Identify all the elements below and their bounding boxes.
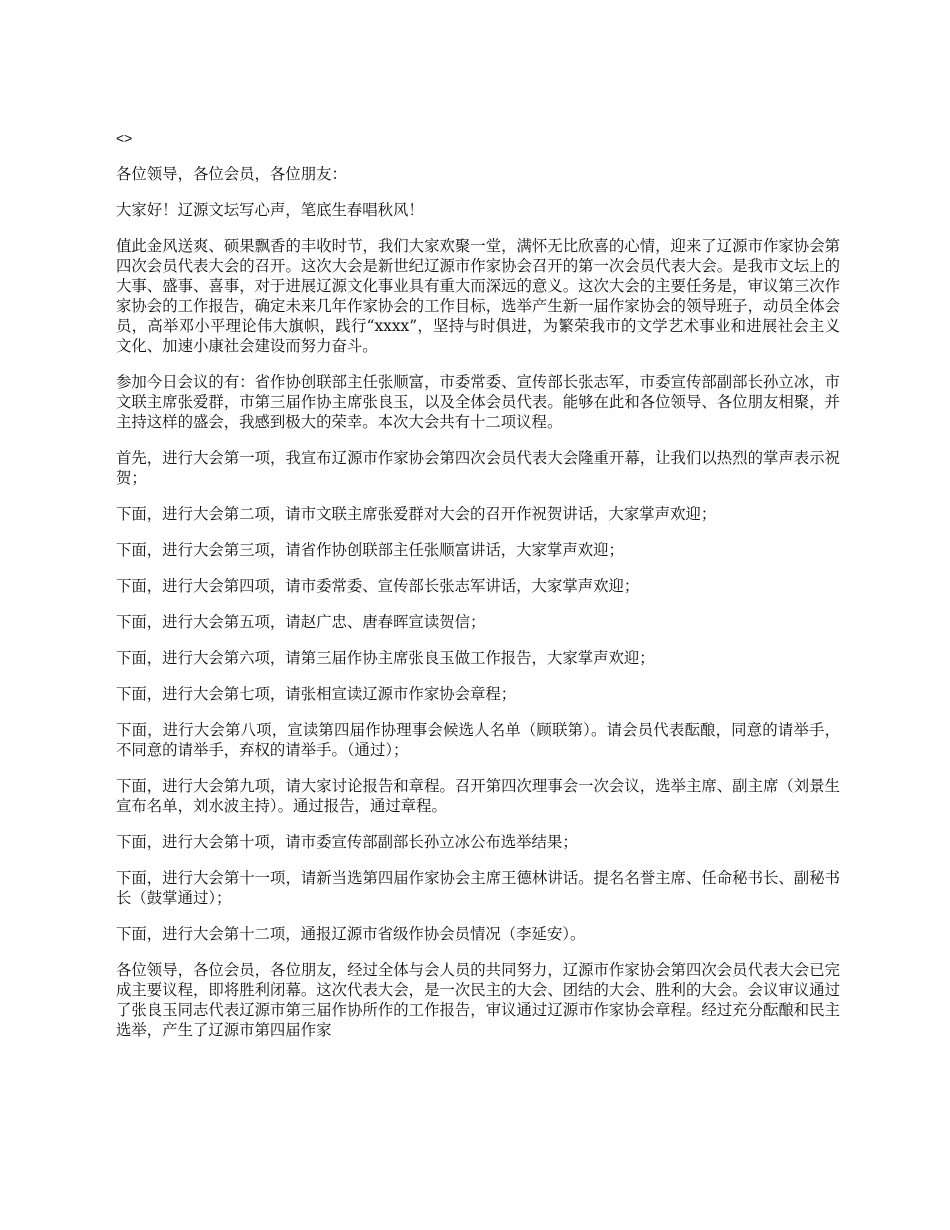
greeting: 大家好！辽源文坛写心声，笔底生春唱秋风！ (116, 201, 424, 219)
agenda-item-1: 首先，进行大会第一项，我宣布辽源市作家协会第四次会员代表大会隆重开幕，让我们以热烈的掌声表示祝贺； (116, 449, 840, 487)
agenda-item-2: 下面，进行大会第二项，请市文联主席张爱群对大会的召开作祝贺讲话，大家掌声欢迎； (116, 505, 717, 523)
closing-paragraph: 各位领导，各位会员，各位朋友，经过全体与会人员的共同努力，辽源市作家协会第四次会员代表大会已完成主要议程，即将胜利闭幕。这次代表大会，是一次民主的大会、团结的大会、胜利的大会。会议审议通过了张良玉同志代表辽源市第三届作协所作的工作报告，审议通过辽源市作家协会章程。经过充分酝酿和民主选举，产生了辽源市第四届作家 (116, 961, 840, 1039)
agenda-item-6: 下面，进行大会第六项，请第三届作协主席张良玉做工作报告，大家掌声欢迎； (116, 649, 655, 667)
agenda-item-10: 下面，进行大会第十项，请市委宣传部副部长孙立冰公布选举结果； (116, 833, 578, 851)
header-marker: <> (116, 130, 133, 146)
agenda-item-8: 下面，进行大会第八项，宣读第四届作协理事会候选人名单（顾联第）。请会员代表酝酿，同意的请举手，不同意的请举手，弃权的请举手。（通过）； (116, 721, 840, 759)
agenda-item-12: 下面，进行大会第十二项，通报辽源市省级作协会员情况（李延安）。 (116, 925, 586, 943)
opening-paragraph: 值此金风送爽、硕果飘香的丰收时节，我们大家欢聚一堂，满怀无比欣喜的心情，迎来了辽源市作家协会第四次会员代表大会的召开。这次大会是新世纪辽源市作家协会召开的第一次会员代表大会。是我市文坛上的大事、盛事、喜事，对于进展辽源文化事业具有重大而深远的意义。这次大会的主要任务是，审议第三次作家协会的工作报告，确定未来几年作家协会的工作目标，选举产生新一届作家协会的领导班子，动员全体会员，高举邓小平理论伟大旗帜，践行“xxxx”，坚持与时俱进，为繁荣我市的文学艺术事业和进展社会主义文化、加速小康社会建设而努力奋斗。 (116, 237, 840, 355)
agenda-item-3: 下面，进行大会第三项，请省作协创联部主任张顺富讲话，大家掌声欢迎； (116, 541, 624, 559)
agenda-item-5: 下面，进行大会第五项，请赵广忠、唐春晖宣读贺信； (116, 613, 486, 631)
salutation: 各位领导，各位会员，各位朋友： (116, 165, 347, 183)
document-page (116, 128, 840, 1056)
attendees-paragraph: 参加今日会议的有：省作协创联部主任张顺富，市委常委、宣传部长张志军，市委宣传部副部长孙立冰，市文联主席张爱群，市第三届作协主席张良玉，以及全体会员代表。能够在此和各位领导、各位朋友相聚，并主持这样的盛会，我感到极大的荣幸。本次大会共有十二项议程。 (116, 373, 840, 431)
agenda-item-4: 下面，进行大会第四项，请市委常委、宣传部长张志军讲话，大家掌声欢迎； (116, 577, 640, 595)
agenda-item-9: 下面，进行大会第九项，请大家讨论报告和章程。召开第四次理事会一次会议，选举主席、副主席（刘景生宣布名单，刘水波主持）。通过报告，通过章程。 (116, 777, 840, 815)
agenda-item-11: 下面，进行大会第十一项，请新当选第四届作家协会主席王德林讲话。提名名誉主席、任命秘书长、副秘书长（鼓掌通过）； (116, 869, 840, 907)
agenda-item-7: 下面，进行大会第七项，请张相宣读辽源市作家协会章程； (116, 685, 517, 703)
